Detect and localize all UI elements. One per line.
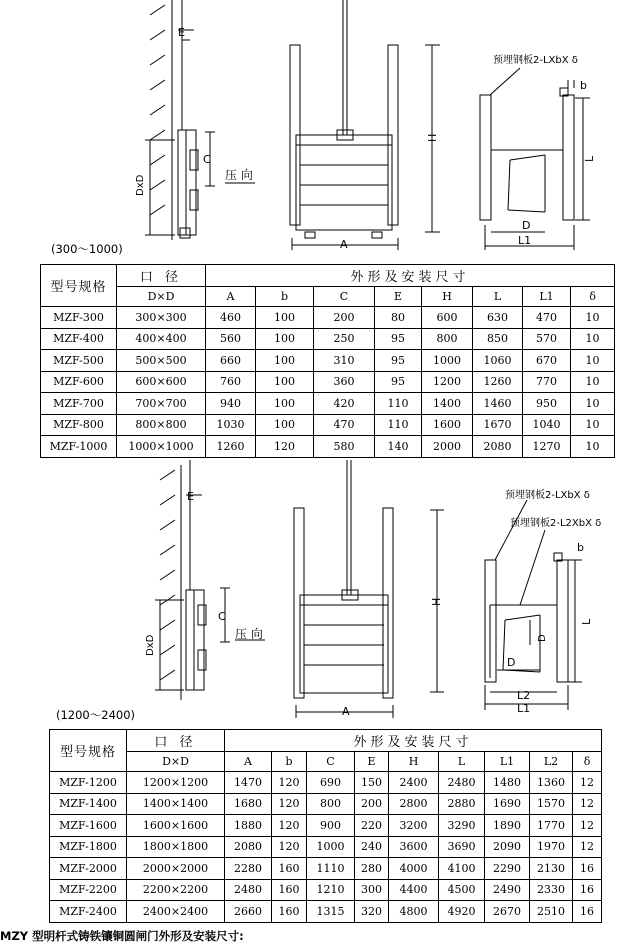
table-cell: 300×300: [117, 307, 206, 329]
bottom-label-H: H: [430, 597, 443, 606]
table-cell: 250: [314, 328, 375, 350]
table-cell: 2330: [530, 879, 573, 901]
table-row: [50, 858, 602, 880]
table-cell: 12: [573, 836, 602, 858]
top-subheader-row: [41, 287, 615, 307]
bottom-col-header: L2: [530, 752, 573, 772]
table-cell: 12: [573, 772, 602, 794]
table-cell: 160: [272, 879, 307, 901]
table-cell: 800: [307, 793, 355, 815]
bottom-col-header: δ: [573, 752, 602, 772]
bottom-col-header: b: [272, 752, 307, 772]
bottom-label-D-vertical: D: [537, 634, 548, 642]
table-cell: 140: [375, 436, 422, 458]
bottom-col-header: E: [355, 752, 389, 772]
top-col-header: b: [256, 287, 314, 307]
table-cell: 800: [422, 328, 473, 350]
table-cell: 2080: [225, 836, 272, 858]
table-row: [41, 350, 615, 372]
table-cell: 100: [256, 350, 314, 372]
table-cell: MZF-1600: [50, 815, 127, 837]
table-cell: 2130: [530, 858, 573, 880]
bottom-label-plate2: 预埋钢板2-L2XbX δ: [510, 518, 602, 529]
table-cell: 4920: [439, 901, 485, 923]
table-cell: 900: [307, 815, 355, 837]
table-cell: 320: [355, 901, 389, 923]
table-cell: 1260: [473, 371, 523, 393]
bottom-label-E: E: [187, 490, 194, 503]
table-cell: 4400: [389, 879, 439, 901]
table-cell: MZF-1200: [50, 772, 127, 794]
table-cell: MZF-1800: [50, 836, 127, 858]
table-cell: 1210: [307, 879, 355, 901]
table-cell: 600: [422, 307, 473, 329]
table-cell: 800×800: [117, 414, 206, 436]
table-cell: 2200×2200: [127, 879, 225, 901]
table-cell: 1880: [225, 815, 272, 837]
table-cell: MZF-600: [41, 371, 117, 393]
table-cell: 1200×1200: [127, 772, 225, 794]
top-col-header: δ: [571, 287, 615, 307]
table-cell: 700×700: [117, 393, 206, 415]
bottom-label-L1: L1: [517, 702, 531, 715]
table-cell: 4100: [439, 858, 485, 880]
bottom-range-label: (1200～2400): [56, 708, 136, 722]
table-cell: 950: [523, 393, 571, 415]
bottom-label-b: b: [577, 541, 584, 554]
table-cell: 670: [523, 350, 571, 372]
table-cell: 100: [256, 414, 314, 436]
table-cell: 1110: [307, 858, 355, 880]
table-cell: 470: [523, 307, 571, 329]
table-cell: 600×600: [117, 371, 206, 393]
table-cell: 630: [473, 307, 523, 329]
table-row: [50, 793, 602, 815]
table-cell: 460: [206, 307, 256, 329]
table-cell: 2000: [422, 436, 473, 458]
table-cell: 360: [314, 371, 375, 393]
bottom-side-wall: [160, 465, 181, 700]
table-cell: 1480: [485, 772, 530, 794]
table-cell: 1890: [485, 815, 530, 837]
table-row: [41, 393, 615, 415]
table-cell: 2400×2400: [127, 901, 225, 923]
bottom-header-model: 型号规格: [50, 730, 127, 772]
top-col-header: A: [206, 287, 256, 307]
bottom-label-DxD: DxD: [145, 634, 156, 656]
table-cell: 1570: [530, 793, 573, 815]
table-cell: 940: [206, 393, 256, 415]
bottom-plate-view: [485, 500, 582, 710]
table-cell: 160: [272, 901, 307, 923]
bottom-front-view: [294, 460, 444, 718]
table-cell: 10: [571, 371, 615, 393]
top-label-H: H: [426, 133, 439, 142]
top-col-header: L1: [523, 287, 571, 307]
table-cell: 10: [571, 436, 615, 458]
top-label-A: A: [340, 238, 348, 250]
table-cell: 560: [206, 328, 256, 350]
table-cell: 570: [523, 328, 571, 350]
table-cell: 1360: [530, 772, 573, 794]
top-label-L1: L1: [518, 234, 532, 247]
table-cell: MZF-1400: [50, 793, 127, 815]
table-cell: 1600×1600: [127, 815, 225, 837]
table-cell: 10: [571, 350, 615, 372]
table-cell: 10: [571, 414, 615, 436]
table-cell: 95: [375, 328, 422, 350]
table-cell: 120: [256, 436, 314, 458]
table-cell: 2800: [389, 793, 439, 815]
table-cell: 100: [256, 328, 314, 350]
table-cell: 3200: [389, 815, 439, 837]
top-header-dims: 外形及安装尺寸: [206, 265, 615, 287]
table-cell: 850: [473, 328, 523, 350]
table-cell: 1400×1400: [127, 793, 225, 815]
table-cell: 580: [314, 436, 375, 458]
bottom-col-header: L1: [485, 752, 530, 772]
table-cell: 400×400: [117, 328, 206, 350]
table-cell: 1970: [530, 836, 573, 858]
table-cell: 2090: [485, 836, 530, 858]
table-cell: 100: [256, 371, 314, 393]
bottom-spec-table: [49, 729, 602, 923]
table-cell: 1680: [225, 793, 272, 815]
table-cell: 10: [571, 307, 615, 329]
top-subheader-caliber: D×D: [117, 287, 206, 307]
table-cell: 160: [272, 858, 307, 880]
table-cell: 1000: [307, 836, 355, 858]
table-row: [50, 901, 602, 923]
table-cell: 3290: [439, 815, 485, 837]
table-cell: 660: [206, 350, 256, 372]
table-cell: MZF-2200: [50, 879, 127, 901]
table-cell: 690: [307, 772, 355, 794]
table-cell: 4800: [389, 901, 439, 923]
table-cell: 420: [314, 393, 375, 415]
table-cell: 10: [571, 393, 615, 415]
table-cell: 2490: [485, 879, 530, 901]
table-cell: 1260: [206, 436, 256, 458]
table-cell: 120: [272, 836, 307, 858]
table-row: [41, 436, 615, 458]
table-cell: 4000: [389, 858, 439, 880]
bottom-col-header: H: [389, 752, 439, 772]
table-cell: 2000×2000: [127, 858, 225, 880]
table-cell: 2480: [225, 879, 272, 901]
table-cell: 1400: [422, 393, 473, 415]
page-caption: MZY 型明杆式铸铁镶铜圆闸门外形及安装尺寸:: [0, 929, 244, 943]
table-cell: 3690: [439, 836, 485, 858]
top-range-label: (300～1000): [51, 242, 123, 256]
bottom-subheader-caliber: D×D: [127, 752, 225, 772]
top-label-D: D: [522, 219, 531, 232]
table-cell: 3600: [389, 836, 439, 858]
top-label-plate: 预埋钢板2-LXbX δ: [493, 55, 578, 66]
table-cell: 1000×1000: [117, 436, 206, 458]
table-cell: 760: [206, 371, 256, 393]
top-col-header: C: [314, 287, 375, 307]
table-cell: 1670: [473, 414, 523, 436]
table-cell: 16: [573, 879, 602, 901]
table-cell: 280: [355, 858, 389, 880]
bottom-label-D: D: [507, 656, 516, 669]
top-drawings: [0, 0, 631, 250]
table-cell: 16: [573, 858, 602, 880]
table-cell: 200: [314, 307, 375, 329]
top-plate-view: [480, 68, 590, 250]
table-cell: 470: [314, 414, 375, 436]
table-cell: MZF-700: [41, 393, 117, 415]
table-cell: 2290: [485, 858, 530, 880]
table-cell: MZF-2400: [50, 901, 127, 923]
top-label-E: E: [178, 26, 185, 39]
top-col-header: H: [422, 287, 473, 307]
table-cell: MZF-300: [41, 307, 117, 329]
top-front-view: [290, 0, 440, 250]
top-spec-table: [40, 264, 615, 458]
table-cell: 12: [573, 793, 602, 815]
top-side-wall: [150, 0, 172, 240]
table-cell: 1060: [473, 350, 523, 372]
bottom-label-C: C: [218, 610, 226, 623]
top-label-pressure: 压 向: [225, 168, 253, 182]
table-cell: 500×500: [117, 350, 206, 372]
table-cell: MZF-800: [41, 414, 117, 436]
table-cell: 100: [256, 307, 314, 329]
table-cell: 1600: [422, 414, 473, 436]
table-cell: 95: [375, 371, 422, 393]
table-cell: 770: [523, 371, 571, 393]
table-row: [41, 328, 615, 350]
top-side-gate: [145, 0, 255, 238]
table-cell: 200: [355, 793, 389, 815]
bottom-side-gate: [155, 460, 265, 690]
table-cell: 2880: [439, 793, 485, 815]
top-col-header: E: [375, 287, 422, 307]
bottom-label-pressure: 压 向: [235, 627, 263, 641]
bottom-label-A: A: [342, 705, 350, 718]
table-cell: 2480: [439, 772, 485, 794]
bottom-label-plate1: 预埋钢板2-LXbX δ: [505, 490, 590, 501]
bottom-header-dims: 外形及安装尺寸: [225, 730, 602, 752]
table-row: [50, 815, 602, 837]
table-cell: 110: [375, 393, 422, 415]
table-cell: 1030: [206, 414, 256, 436]
table-cell: 1690: [485, 793, 530, 815]
table-cell: 10: [571, 328, 615, 350]
table-cell: 1000: [422, 350, 473, 372]
table-cell: 2280: [225, 858, 272, 880]
bottom-subheader-row: [50, 752, 602, 772]
bottom-col-header: A: [225, 752, 272, 772]
bottom-label-L2: L2: [517, 689, 531, 702]
bottom-header-caliber: 口 径: [127, 730, 225, 752]
table-cell: 1270: [523, 436, 571, 458]
table-cell: 150: [355, 772, 389, 794]
table-cell: 120: [272, 815, 307, 837]
table-row: [50, 836, 602, 858]
table-cell: 240: [355, 836, 389, 858]
top-label-L: L: [583, 155, 596, 162]
top-label-b: b: [580, 79, 587, 92]
table-cell: 120: [272, 793, 307, 815]
table-cell: 220: [355, 815, 389, 837]
table-cell: MZF-2000: [50, 858, 127, 880]
table-cell: 1770: [530, 815, 573, 837]
bottom-drawings: [0, 460, 631, 722]
table-cell: 1200: [422, 371, 473, 393]
top-label-C: C: [203, 153, 211, 166]
table-row: [50, 772, 602, 794]
table-cell: 1800×1800: [127, 836, 225, 858]
table-cell: 1460: [473, 393, 523, 415]
table-cell: 1040: [523, 414, 571, 436]
table-cell: 120: [272, 772, 307, 794]
table-cell: 100: [256, 393, 314, 415]
table-row: [41, 371, 615, 393]
table-cell: 110: [375, 414, 422, 436]
top-table-body: [41, 307, 615, 458]
bottom-table-body: [50, 772, 602, 923]
top-header-model: 型号规格: [41, 265, 117, 307]
table-cell: 2510: [530, 901, 573, 923]
table-cell: 300: [355, 879, 389, 901]
table-cell: 2080: [473, 436, 523, 458]
table-cell: 4500: [439, 879, 485, 901]
bottom-col-header: L: [439, 752, 485, 772]
table-cell: 1470: [225, 772, 272, 794]
table-cell: 16: [573, 901, 602, 923]
table-cell: 95: [375, 350, 422, 372]
table-row: [50, 879, 602, 901]
table-cell: MZF-1000: [41, 436, 117, 458]
bottom-label-L: L: [580, 618, 593, 625]
bottom-col-header: C: [307, 752, 355, 772]
table-cell: 12: [573, 815, 602, 837]
table-cell: 1315: [307, 901, 355, 923]
table-cell: MZF-400: [41, 328, 117, 350]
top-label-DxD: DxD: [135, 174, 146, 196]
top-col-header: L: [473, 287, 523, 307]
table-cell: 2670: [485, 901, 530, 923]
table-cell: 80: [375, 307, 422, 329]
table-cell: 2400: [389, 772, 439, 794]
table-cell: 310: [314, 350, 375, 372]
table-cell: 2660: [225, 901, 272, 923]
top-header-caliber: 口 径: [117, 265, 206, 287]
table-cell: MZF-500: [41, 350, 117, 372]
table-row: [41, 414, 615, 436]
table-row: [41, 307, 615, 329]
